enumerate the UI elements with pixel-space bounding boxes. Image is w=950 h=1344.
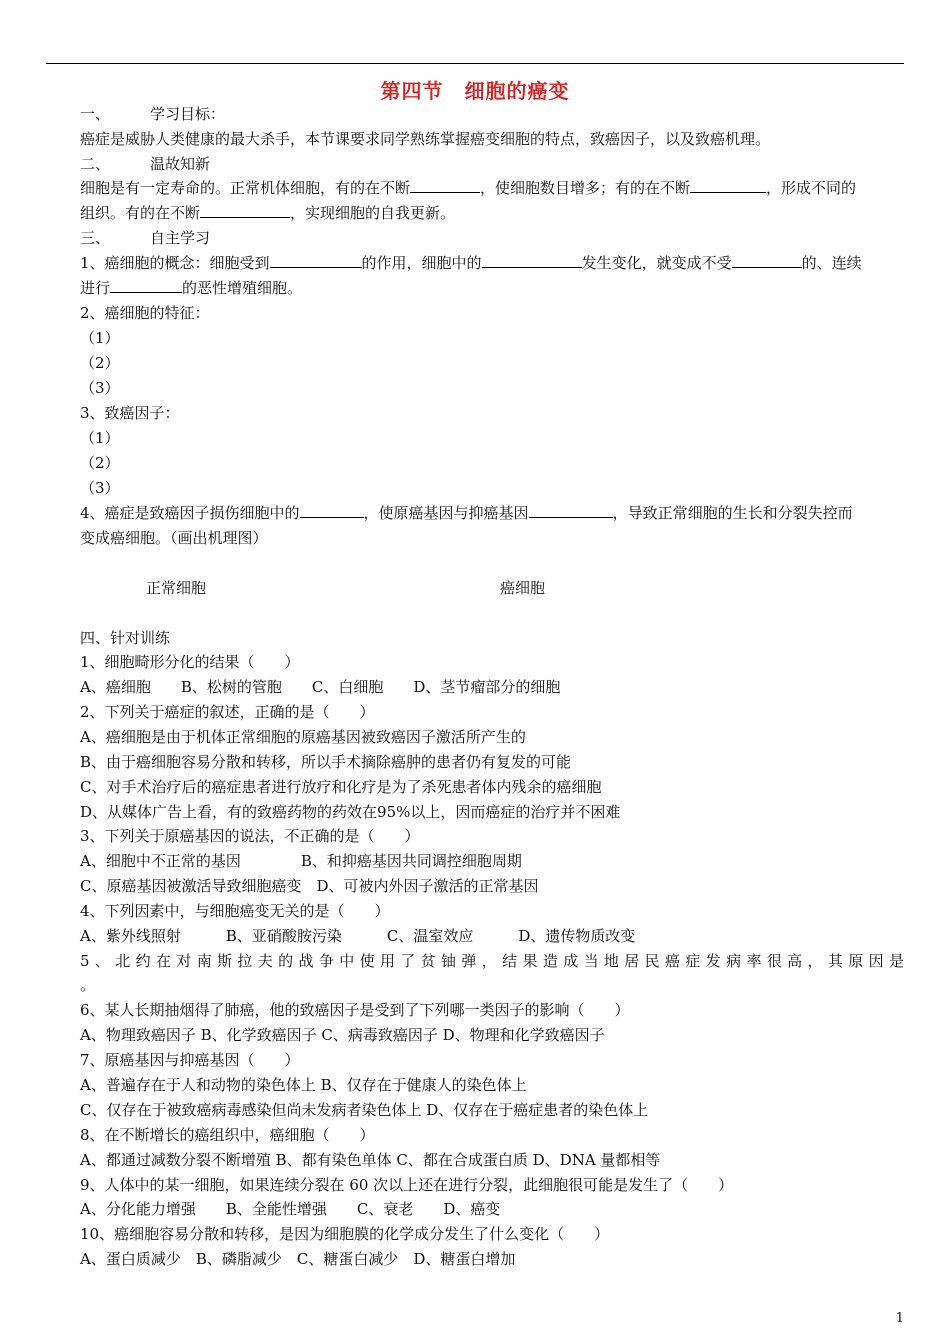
practice-line: 10、癌细胞容易分散和转移，是因为细胞膜的化学成分发生了什么变化（ ） [80,1225,610,1243]
practice-line: A、紫外线照射 B、亚硝酸胺污染 C、温室效应 D、遗传物质改变 [80,927,636,945]
section-2-line-2: 组织。有的在不断 ，实现细胞的自我更新。 [80,204,456,222]
practice-line: A、普遍存在于人和动物的染色体上 B、仅存在于健康人的染色体上 [80,1076,527,1094]
item-2: （2） [80,354,120,372]
question-4-line-1: 4、癌症是致癌因子损伤细胞中的 ，使原癌基因与抑癌基因 ，导致正常细胞的生长和分裂失控而 [80,504,853,522]
practice-question-5-end: 。 [80,976,96,994]
blank[interactable] [482,253,582,268]
practice-line: A、分化能力增强 B、全能性增强 C、衰老 D、癌变 [80,1200,501,1218]
section-1-text: 癌症是威胁人类健康的最大杀手，本节课要求同学熟练掌握癌变细胞的特点，致癌因子，以及致癌机理。 [80,130,771,148]
section-2-line-1: 细胞是有一定寿命的。正常机体细胞，有的在不断 ，使细胞数目增多；有的在不断 ，形成不同的 [80,179,857,197]
practice-line: C、仅存在于被致癌病毒感染但尚未发病者染色体上 D、仅存在于癌症患者的染色体上 [80,1101,649,1119]
practice-line: 6、某人长期抽烟得了肺癌，他的致癌因子是受到了下列哪一类因子的影响（ ） [80,1001,630,1019]
header-rule [46,63,904,64]
page-number: 1 [895,1311,904,1326]
blank[interactable] [110,278,182,293]
practice-line: 8、在不断增长的癌组织中，癌细胞（ ） [80,1126,375,1144]
practice-line: C、对手术治疗后的癌症患者进行放疗和化疗是为了杀死患者体内残余的癌细胞 [80,778,602,796]
practice-line: 3、下列关于原癌基因的说法，不正确的是（ ） [80,827,420,845]
practice-line: A、癌细胞是由于机体正常细胞的原癌基因被致癌因子激活所产生的 [80,728,526,746]
section-1-heading: 一、 学习目标： [80,105,226,123]
section-2-heading: 二、 温故知新 [80,155,211,173]
item-3: （3） [80,479,120,497]
item-1: （1） [80,429,120,447]
question-1-line-2: 进行 的恶性增殖细胞。 [80,279,303,297]
blank[interactable] [690,178,766,193]
question-3: 3、致癌因子： [80,404,180,422]
item-2: （2） [80,454,120,472]
practice-line: A、癌细胞 B、松树的管胞 C、白细胞 D、茎节瘤部分的细胞 [80,678,561,696]
practice-heading: 四、针对训练 [80,629,171,647]
blank[interactable] [529,503,613,518]
practice-question-5: 5、北约在对南斯拉夫的战争中使用了贫铀弹，结果造成当地居民癌症发病率很高，其原因是 [80,952,904,970]
practice-line: A、都通过减数分裂不断增殖 B、都有染色单体 C、都在合成蛋白质 D、DNA 量都相等 [80,1151,661,1169]
normal-cell-label: 正常细胞 [146,579,207,597]
blank[interactable] [732,253,802,268]
practice-line: 2、下列关于癌症的叙述，正确的是（ ） [80,703,375,721]
practice-line: 1、细胞畸形分化的结果（ ） [80,653,300,671]
section-3-heading: 三、 自主学习 [80,229,211,247]
question-1-line-1: 1、癌细胞的概念：细胞受到 的作用，细胞中的 发生变化，就变成不受 的、连续 [80,254,862,272]
item-1: （1） [80,329,120,347]
blank[interactable] [270,253,362,268]
question-4-line-2: 变成癌细胞。（画出机理图） [80,529,268,547]
item-3: （3） [80,379,120,397]
practice-line: 9、人体中的某一细胞，如果连续分裂在 60 次以上还在进行分裂，此细胞很可能是发生了（ ） [80,1176,734,1194]
question-2: 2、癌细胞的特征： [80,304,210,322]
practice-line: A、物理致癌因子 B、化学致癌因子 C、病毒致癌因子 D、物理和化学致癌因子 [80,1026,605,1044]
practice-line: B、由于癌细胞容易分散和转移，所以手术摘除癌肿的患者仍有复发的可能 [80,753,572,771]
blank[interactable] [300,503,364,518]
practice-line: 7、原癌基因与抑癌基因（ ） [80,1051,300,1069]
page-title: 第四节 细胞的癌变 [380,79,570,103]
cancer-cell-label: 癌细胞 [500,579,546,597]
blank[interactable] [200,203,290,218]
practice-line: C、原癌基因被激活导致细胞癌变 D、可被内外因子激活的正常基因 [80,877,539,895]
practice-line: A、细胞中不正常的基因 B、和抑癌基因共同调控细胞周期 [80,852,522,870]
practice-line: 4、下列因素中，与细胞癌变无关的是（ ） [80,902,390,920]
practice-line: D、从媒体广告上看，有的致癌药物的药效在95%以上，因而癌症的治疗并不困难 [80,803,621,821]
blank[interactable] [410,178,480,193]
practice-line: A、蛋白质减少 B、磷脂减少 C、糖蛋白减少 D、糖蛋白增加 [80,1250,516,1268]
